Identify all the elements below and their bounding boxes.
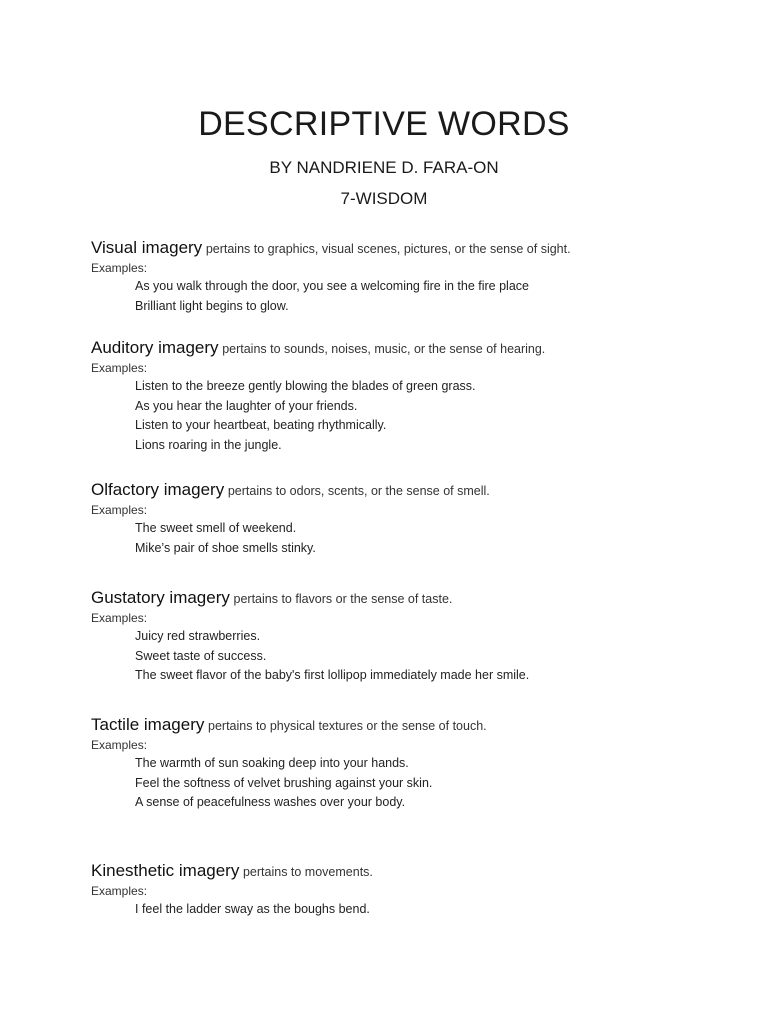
example-item: I feel the ladder sway as the boughs bend. (135, 902, 370, 916)
examples-label: Examples: (91, 884, 148, 898)
example-list (91, 900, 751, 920)
example-item: Feel the softness of velvet brushing against your skin. (135, 775, 433, 790)
section-tactile-imagery (91, 714, 751, 813)
term-definition: pertains to physical textures or the sense of touch. (208, 719, 487, 733)
term-label: Olfactory imagery (91, 480, 225, 499)
example-item: The sweet flavor of the baby's first lollipop immediately made her smile. (135, 668, 530, 682)
examples-label: Examples: (91, 738, 148, 752)
document-title: DESCRIPTIVE WORDS (198, 105, 570, 143)
term-label: Kinesthetic imagery (91, 861, 240, 880)
section-heading (91, 860, 751, 882)
example-item: As you hear the laughter of your friends. (135, 398, 358, 413)
examples-label: Examples: (91, 261, 148, 275)
example-list (91, 277, 751, 316)
examples-label: Examples: (91, 503, 148, 517)
section-auditory-imagery (91, 337, 751, 455)
example-item: Brilliant light begins to glow. (135, 298, 289, 313)
examples-label: Examples: (91, 361, 148, 375)
section-gustatory-imagery (91, 587, 751, 686)
example-item: Sweet taste of success. (135, 648, 267, 663)
term-definition: pertains to graphics, visual scenes, pictures, or the sense of sight. (205, 242, 571, 256)
example-item: As you walk through the door, you see a welcoming fire in the fire place (135, 279, 529, 293)
example-item: Listen to your heartbeat, beating rhythmically. (135, 418, 387, 432)
section-heading (91, 237, 751, 259)
section-olfactory-imagery (91, 479, 751, 558)
document-class-section: 7-WISDOM (340, 189, 428, 208)
term-label: Visual imagery (91, 238, 203, 257)
term-label: Gustatory imagery (91, 588, 230, 607)
example-item: The sweet smell of weekend. (135, 521, 297, 535)
term-definition: pertains to movements. (242, 865, 373, 879)
section-kinesthetic-imagery (91, 860, 751, 920)
example-item: Lions roaring in the jungle. (135, 437, 282, 452)
example-item: A sense of peacefulness washes over your body. (135, 795, 406, 809)
example-item: Juicy red strawberries. (135, 629, 261, 643)
example-item: Mike’s pair of shoe smells stinky. (135, 540, 316, 555)
term-definition: pertains to odors, scents, or the sense of smell. (227, 484, 490, 498)
section-heading (91, 714, 751, 736)
term-label: Auditory imagery (91, 338, 219, 357)
examples-label: Examples: (91, 611, 148, 625)
document-author: BY NANDRIENE D. FARA-ON (269, 158, 499, 177)
term-label: Tactile imagery (91, 715, 205, 734)
section-heading (91, 337, 751, 359)
section-heading (91, 479, 751, 501)
example-item: The warmth of sun soaking deep into your hands. (135, 756, 409, 770)
section-heading (91, 587, 751, 609)
example-item: Listen to the breeze gently blowing the blades of green grass. (135, 379, 476, 393)
example-list (91, 627, 751, 686)
term-definition: pertains to sounds, noises, music, or the sense of hearing. (222, 342, 546, 356)
example-list (91, 519, 751, 558)
section-visual-imagery (91, 237, 751, 316)
example-list (91, 754, 751, 813)
example-list (91, 377, 751, 455)
term-definition: pertains to flavors or the sense of taste. (233, 592, 453, 606)
